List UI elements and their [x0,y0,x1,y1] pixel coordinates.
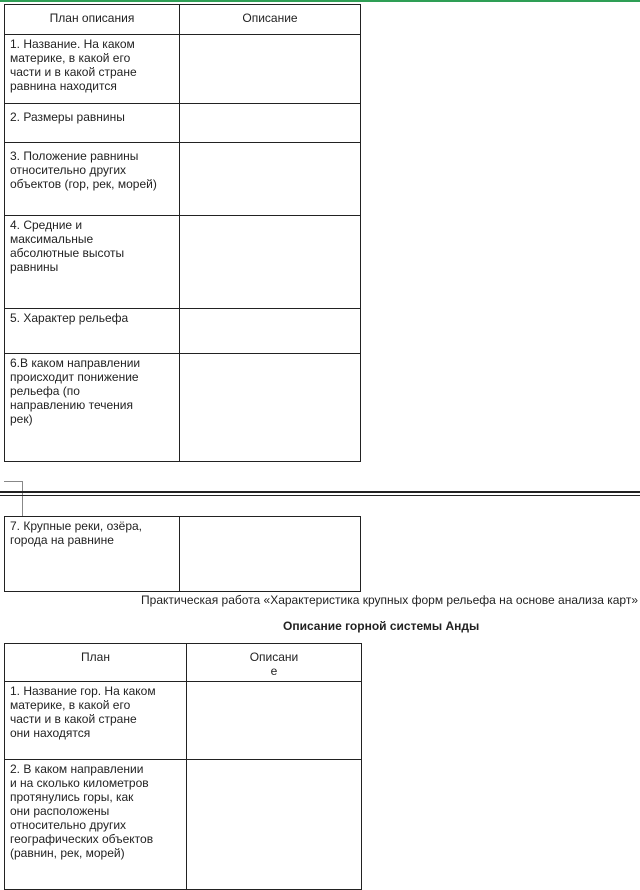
table-row [5,682,362,760]
table-row [5,143,361,216]
table-header-row [5,5,361,35]
header-plan: План описания [5,5,180,35]
table-header-row [5,644,362,682]
row-answer-cell[interactable] [180,354,361,462]
table-row [5,309,361,354]
row-label: 6.В каком направлении происходит понижение рельефа (по направлению течения рек) [5,354,180,462]
page-break-line [0,491,640,493]
table-row [5,104,361,143]
row-label: 2. В каком направлении и на сколько километров протянулись горы, как они расположены относительно других географических объектов (равнин, рек, морей) [5,760,187,890]
top-accent-line [0,0,640,2]
page-break-line-thin [0,495,640,496]
row-answer-cell[interactable] [180,216,361,309]
header-description: Описание [180,5,361,35]
table-row [5,35,361,104]
table-row [5,760,362,890]
plain-description-table-continued [4,516,361,592]
row-label: 2. Размеры равнины [5,104,180,143]
row-label: 1. Название гор. На каком материке, в какой его части и в какой стране они находятся [5,682,187,760]
andes-description-table [4,643,362,890]
row-answer-cell[interactable] [180,517,361,592]
practical-work-title: Практическая работа «Характеристика крупных форм рельефа на основе анализа карт» [141,593,638,607]
page-break-marker [4,481,23,516]
header-plan: План [5,644,187,682]
table-row [5,517,361,592]
andes-description-title: Описание горной системы Анды [283,619,480,633]
row-answer-cell[interactable] [180,104,361,143]
row-answer-cell[interactable] [180,143,361,216]
row-answer-cell[interactable] [180,309,361,354]
header-description: Описани е [187,644,362,682]
row-label: 4. Средние и максимальные абсолютные высоты равнины [5,216,180,309]
plain-description-table [4,4,361,462]
row-answer-cell[interactable] [187,682,362,760]
row-label: 7. Крупные реки, озёра, города на равнине [5,517,180,592]
row-answer-cell[interactable] [180,35,361,104]
table-row [5,216,361,309]
table-row [5,354,361,462]
row-answer-cell[interactable] [187,760,362,890]
row-label: 1. Название. На каком материке, в какой его части и в какой стране равнина находится [5,35,180,104]
row-label: 3. Положение равнины относительно других объектов (гор, рек, морей) [5,143,180,216]
row-label: 5. Характер рельефа [5,309,180,354]
